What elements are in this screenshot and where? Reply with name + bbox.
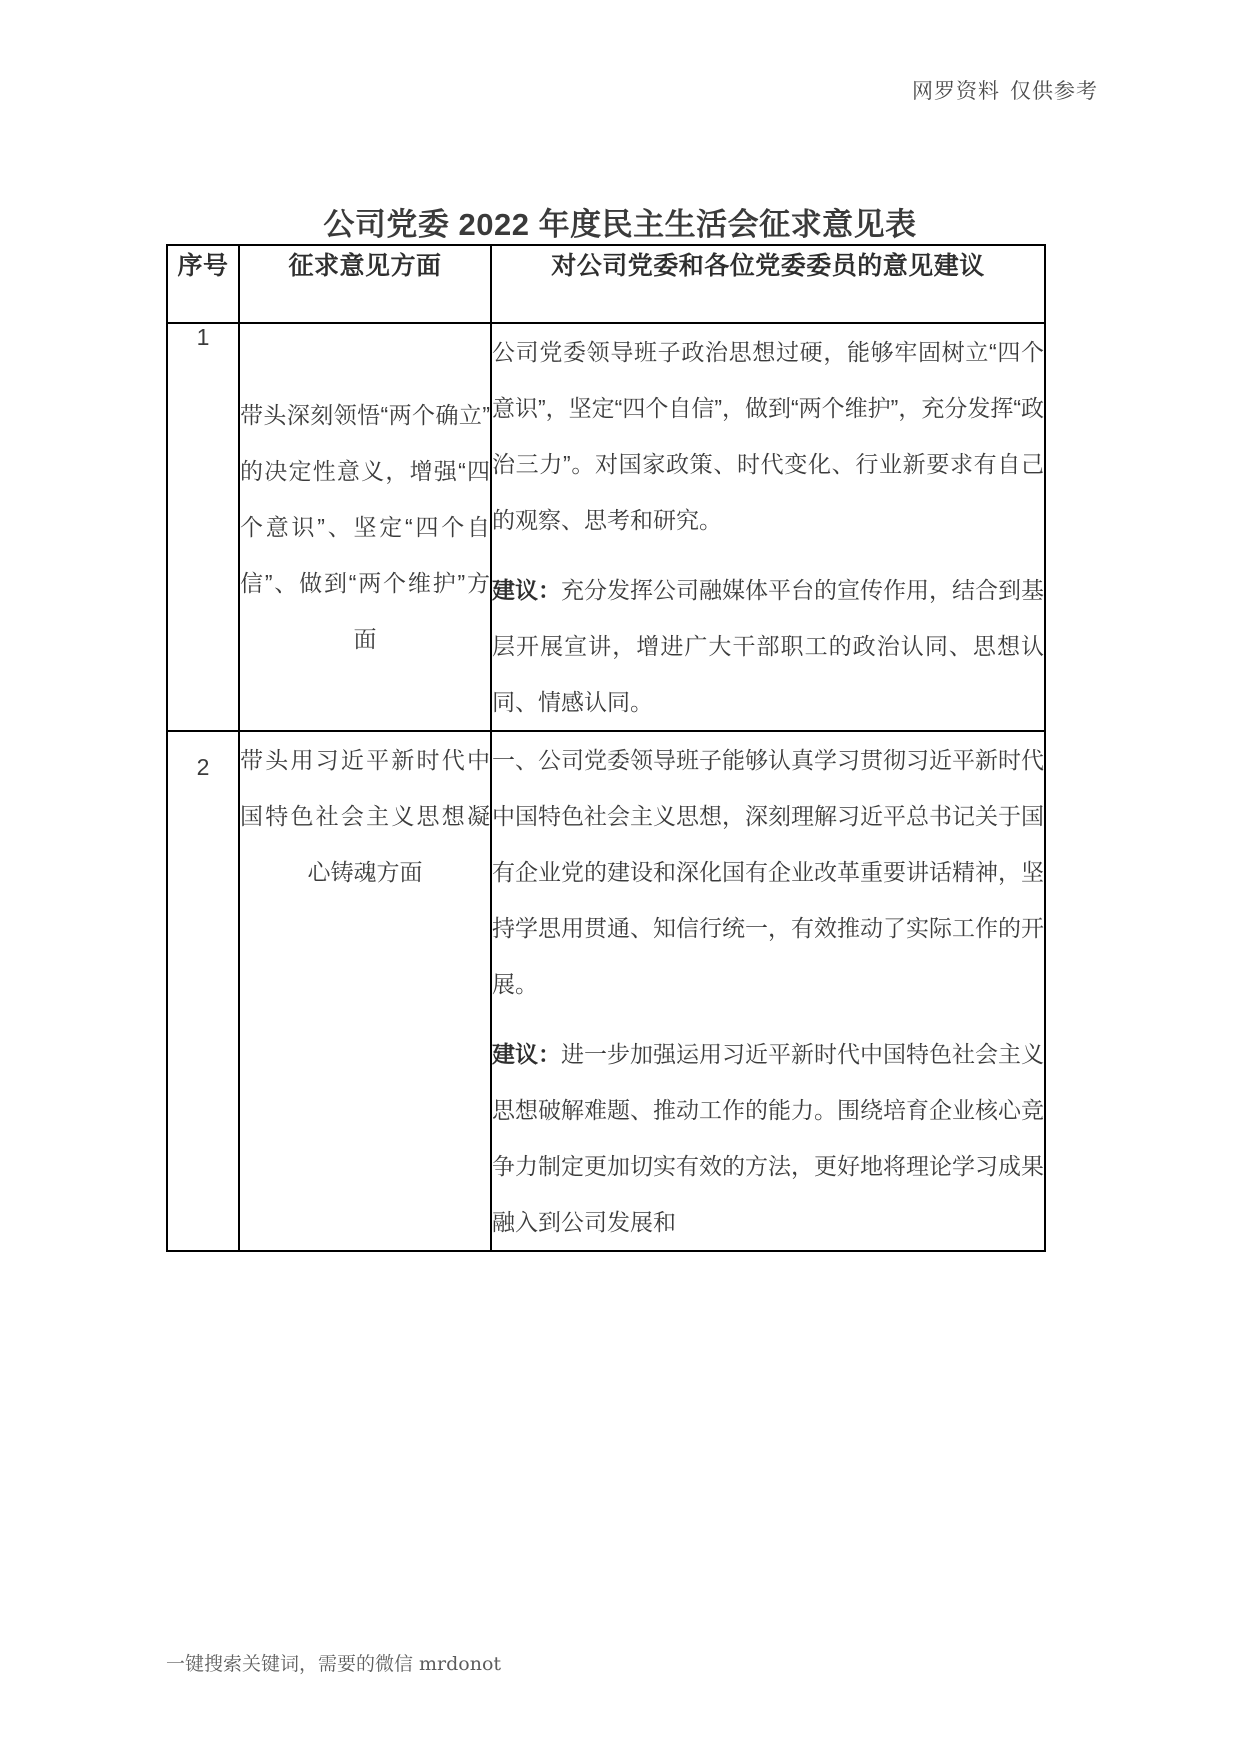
page-header-watermark <box>912 75 1098 105</box>
row-opinion-cell <box>491 731 1045 1251</box>
row-index-cell: 2 <box>167 731 239 1251</box>
table-header <box>167 245 1045 323</box>
row-opinion-cell <box>491 323 1045 731</box>
suggestion-label: 建议： <box>492 1041 561 1067</box>
table-body <box>167 323 1045 1251</box>
suggestion-text: 进一步加强运用习近平新时代中国特色社会主义思想破解难题、推动工作的能力。围绕培育企业核心竞争力制定更加切实有效的方法，更好地将理论学习成果融入到公司发展和 <box>492 1041 1044 1235</box>
column-header-opinions: 对公司党委和各位党委委员的意见建议 <box>491 245 1045 323</box>
row-aspect-cell: 带头深刻领悟“两个确立”的决定性意义，增强“四个意识”、坚定“四个自信”、做到“两个维护”方面 <box>239 323 491 731</box>
column-header-aspect: 征求意见方面 <box>239 245 491 323</box>
suggestion-text: 充分发挥公司融媒体平台的宣传作用，结合到基层开展宣讲，增进广大干部职工的政治认同、思想认同、情感认同。 <box>492 577 1044 715</box>
table-row <box>167 323 1045 731</box>
table-row <box>167 731 1045 1251</box>
column-header-index: 序号 <box>167 245 239 323</box>
row-aspect-cell: 带头用习近平新时代中国特色社会主义思想凝心铸魂方面 <box>239 731 491 1251</box>
suggestion-paragraph <box>492 1026 1044 1250</box>
opinion-table <box>166 244 1046 1252</box>
opinion-paragraph: 一、公司党委领导班子能够认真学习贯彻习近平新时代中国特色社会主义思想，深刻理解习近平总书记关于国有企业党的建设和深化国有企业改革重要讲话精神，坚持学思用贯通、知信行统一，有效推动了实际工作的开展。 <box>492 747 1044 997</box>
suggestion-paragraph <box>492 562 1044 730</box>
watermark-text-right: 仅供参考 <box>1010 79 1098 103</box>
row-index-cell: 1 <box>167 323 239 731</box>
watermark-text-left: 网罗资料 <box>912 79 1000 103</box>
opinion-table-container <box>166 244 1046 1252</box>
suggestion-label: 建议： <box>492 577 561 603</box>
table-header-row <box>167 245 1045 323</box>
page-title: 公司党委 2022 年度民主生活会征求意见表 <box>323 206 917 242</box>
opinion-paragraph: 公司党委领导班子政治思想过硬，能够牢固树立“四个意识”，坚定“四个自信”，做到“两个维护”，充分发挥“政治三力”。对国家政策、时代变化、行业新要求有自己的观察、思考和研究。 <box>492 339 1044 533</box>
page-footer-note: 一键搜索关键词，需要的微信 mrdonot <box>166 1653 502 1675</box>
